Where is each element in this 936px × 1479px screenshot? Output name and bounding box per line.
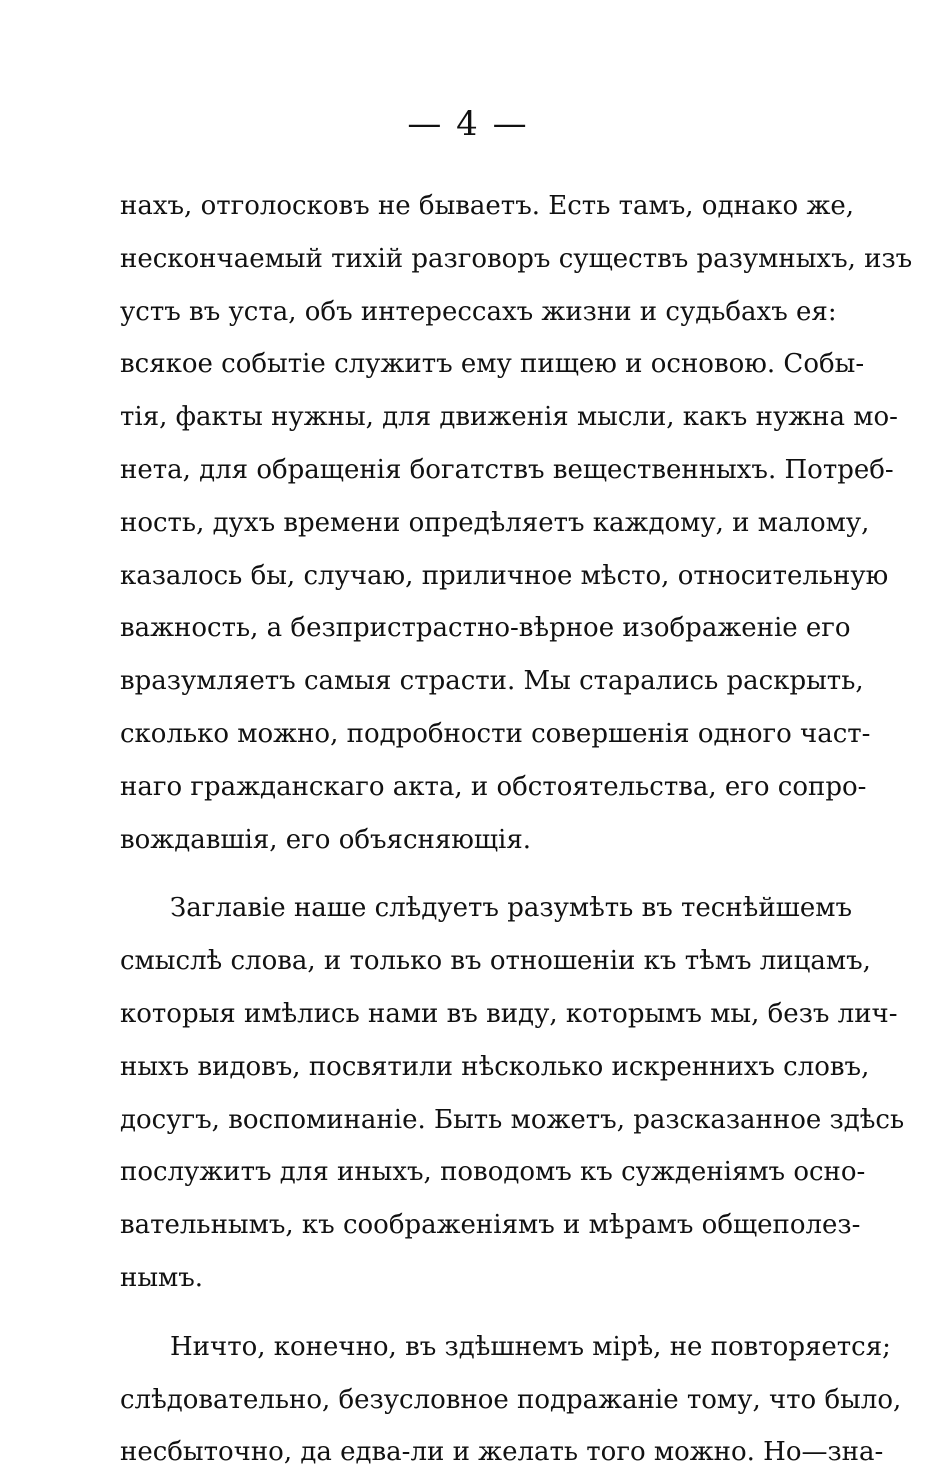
text-line: нымъ. <box>120 1262 204 1293</box>
text-line: сколько можно, подробности совершенія одного част- <box>120 718 871 749</box>
text-line: тія, факты нужны, для движенія мысли, какъ нужна мо- <box>120 402 898 433</box>
text-line: послужитъ для иныхъ, поводомъ къ сужденіямъ осно- <box>120 1157 866 1188</box>
text-line: нета, для обращенія богатствъ вещественныхъ. Потреб- <box>120 454 894 485</box>
text-line: Ничто, конечно, въ здѣшнемъ мірѣ, не повторяется; <box>170 1331 891 1362</box>
text-line: которыя имѣлись нами въ виду, которымъ мы, безъ лич- <box>120 998 898 1029</box>
body-text <box>120 180 913 1479</box>
text-line: всякое событіе служитъ ему пищею и основою. Собы- <box>120 349 865 380</box>
paragraph-gap <box>120 1305 820 1321</box>
text-line: слѣдовательно, безусловное подражаніе тому, что было, <box>120 1384 902 1415</box>
text-line: вождавшія, его объясняющія. <box>120 824 532 855</box>
text-line: несбыточно, да едва-ли и желать того можно. Но—зна- <box>120 1437 884 1468</box>
text-line: смыслѣ слова, и только въ отношеніи къ тѣмъ лицамъ, <box>120 946 871 977</box>
text-line: досугъ, воспоминаніе. Быть можетъ, разсказанное здѣсь <box>120 1104 905 1135</box>
text-line: важность, а безпристрастно-вѣрное изображеніе его <box>120 613 851 644</box>
text-line: наго гражданскаго акта, и обстоятельства, его сопро- <box>120 771 867 802</box>
text-line: казалось бы, случаю, приличное мѣсто, относительную <box>120 560 889 591</box>
page-number: — 4 — <box>407 104 529 144</box>
text-line: Заглавіе наше слѣдуетъ разумѣть въ теснѣйшемъ <box>170 893 853 924</box>
text-line: устъ въ уста, объ интерессахъ жизни и судьбахъ ея: <box>120 296 837 327</box>
text-line: нескончаемый тихій разговоръ существъ разумныхъ, изъ <box>120 243 913 274</box>
text-line: нахъ, отголосковъ не бываетъ. Есть тамъ, однако же, <box>120 191 855 221</box>
text-line: вательнымъ, къ соображеніямъ и мѣрамъ общеполез- <box>120 1210 861 1241</box>
text-line: ность, духъ времени опредѣляетъ каждому, и малому, <box>120 507 870 538</box>
paragraph-gap <box>120 866 820 882</box>
text-line: вразумляетъ самыя страсти. Мы старались раскрыть, <box>120 666 864 697</box>
text-line: ныхъ видовъ, посвятили нѣсколько искреннихъ словъ, <box>120 1051 870 1082</box>
